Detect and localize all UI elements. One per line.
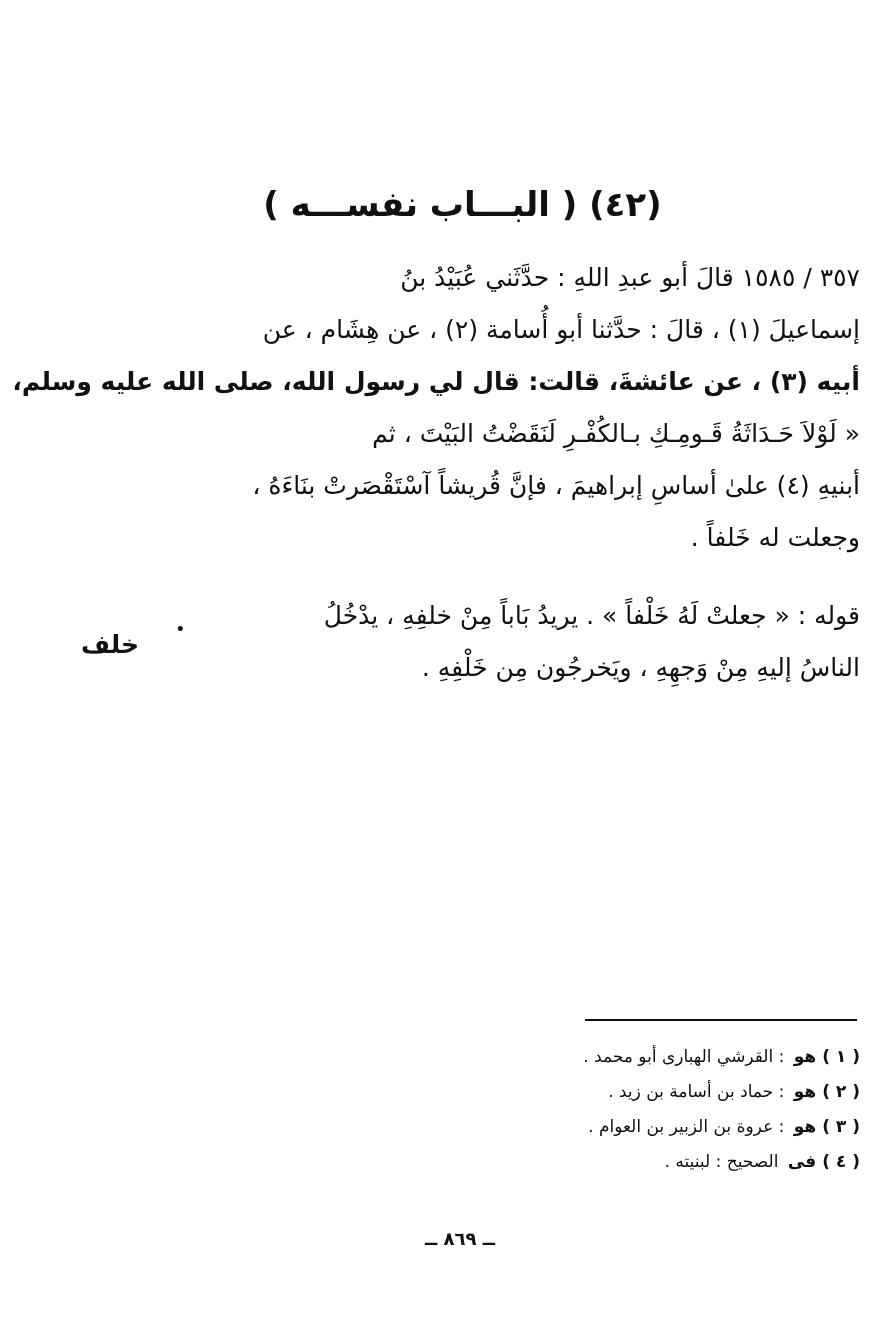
- footnote-number: ( ٤ ): [822, 1152, 860, 1172]
- hadith-line: ٣٥٧ / ١٥٨٥ قالَ أبو عبدِ اللهِ : حدَّثَني عُبَيْدُ بنُ: [400, 263, 860, 292]
- footnote-item: [500, 1040, 860, 1075]
- page-number: ــ ٨٦٩ ــ: [424, 1229, 496, 1250]
- footnote-text: : حماد بن أسامة بن زيد .: [608, 1082, 785, 1102]
- hadith-text: [12, 252, 860, 694]
- footnote-divider: [585, 1019, 857, 1021]
- commentary-line: قوله : « جعلتْ لَهُ خَلْفاً » . يريدُ بَاباً مِنْ خلفِهِ ، يدْخُلُ: [323, 601, 860, 630]
- footnote-headword: هو: [793, 1117, 817, 1137]
- hadith-line: أبنيهِ (٤) علىٰ أساسِ إبراهيمَ ، فإنَّ قُريشاً آسْتَقْصَرتْ بنَاءَهُ ،: [252, 471, 860, 500]
- footnote-item: [500, 1110, 860, 1145]
- margin-keyword: خلف: [81, 630, 139, 659]
- paragraph-gap: [188, 564, 860, 590]
- footnote-headword: هو: [793, 1047, 817, 1067]
- footnote-headword: هو: [793, 1082, 817, 1102]
- footnotes: [500, 1040, 860, 1180]
- footnote-text: : عروة بن الزبير بن العوام .: [588, 1117, 785, 1137]
- margin-bullet: •: [175, 619, 186, 640]
- hadith-line: إسماعيلَ (١) ، قالَ : حدَّثنا أبو أُسامة (٢) ، عن هِشَام ، عن: [262, 315, 860, 344]
- footnote-headword: فى: [787, 1152, 817, 1172]
- chapter-heading: (٤٢) ( البـــاب نفســـه ): [263, 185, 662, 225]
- footnote-item: [500, 1145, 860, 1180]
- footnote-number: ( ٣ ): [822, 1117, 860, 1137]
- footnote-number: ( ١ ): [822, 1047, 860, 1067]
- hadith-line: وجعلت له خَلفاً .: [690, 523, 860, 552]
- footnote-text: : القرشي الهبارى أبو محمد .: [583, 1047, 785, 1067]
- hadith-line: « لَوْلاَ حَـدَاثَةُ قَـومِـكِ بـالكُفْـرِ لَنَقَضْتُ البَيْتَ ، ثم: [372, 419, 860, 448]
- footnote-item: [500, 1075, 860, 1110]
- footnote-text: الصحيح : لبنيته .: [664, 1152, 779, 1172]
- hadith-line: أبيه (٣) ، عن عائشةَ، قالت: قال لي رسول الله، صلى الله عليه وسلم،: [12, 367, 860, 396]
- commentary-line: الناسُ إليهِ مِنْ وَجهِهِ ، ويَخرجُون مِن خَلْفِهِ .: [421, 653, 860, 682]
- footnote-number: ( ٢ ): [822, 1082, 860, 1102]
